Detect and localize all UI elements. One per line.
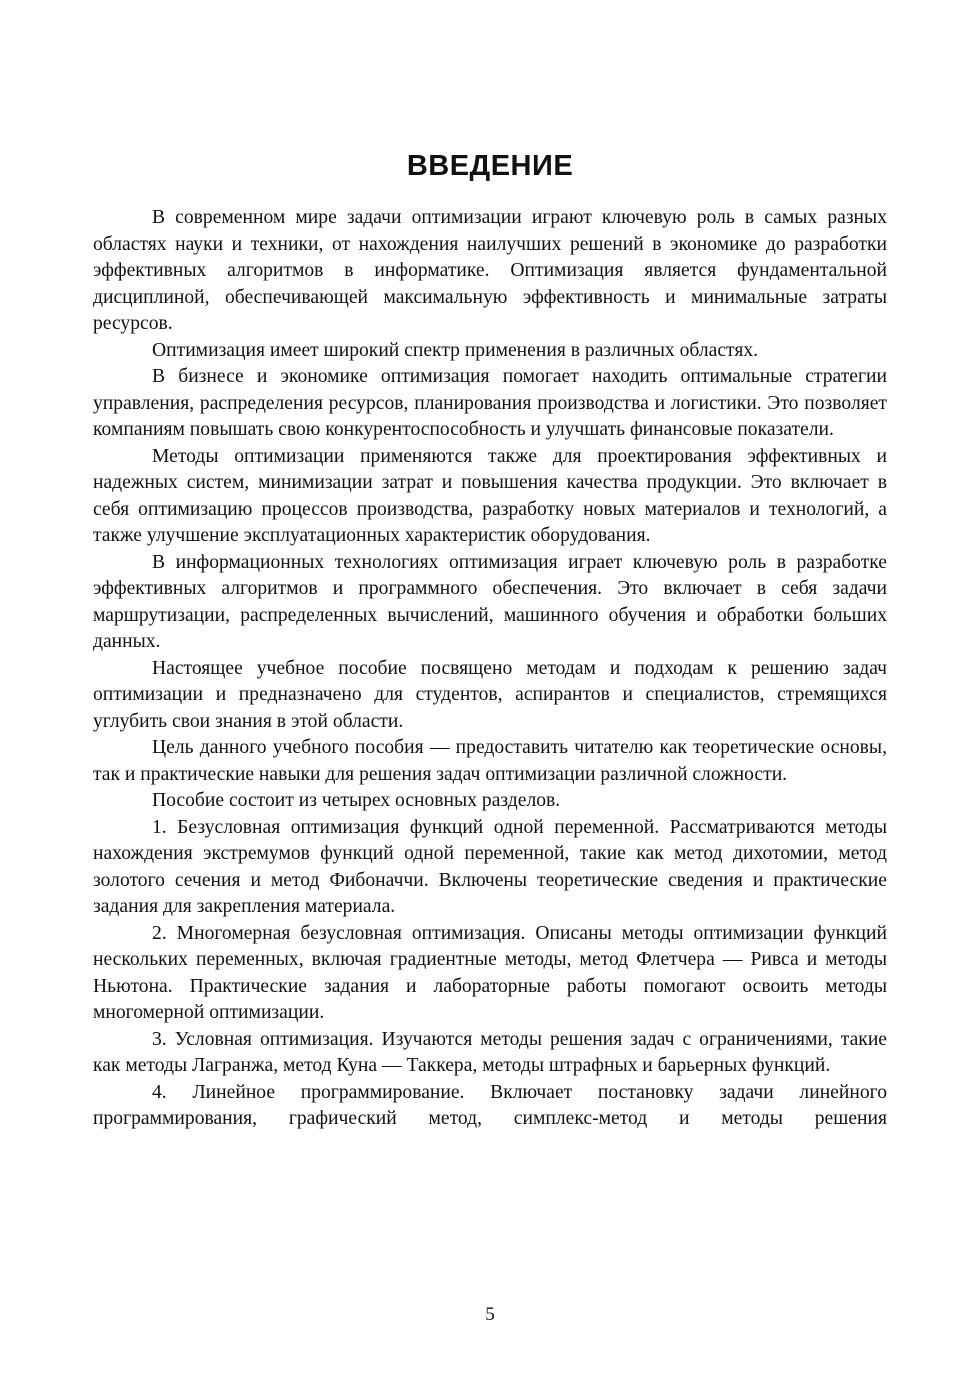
paragraph: 1. Безусловная оптимизация функций одной переменной. Рассматриваются методы нахождения экстремумов функций одной переменной, такие как метод дихотомии, метод золотого сечения и метод Фибоначчи. Включены теоретические сведения и практические задания для закрепления материала. [93,816,887,917]
paragraph: В современном мире задачи оптимизации играют ключевую роль в самых разных областях науки и техники, от нахождения наилучших решений в экономике до разработки эффективных алгоритмов в информатике. Оптимизация является фундаментальной дисциплиной, обеспечивающей максимальную эффективность и минимальные затраты ресурсов. [93,207,887,334]
paragraph: В бизнесе и экономике оптимизация помогает находить оптимальные стратегии управления, распределения ресурсов, планирования производства и логистики. Это позволяет компаниям повышать свою конкурентоспособность и улучшать финансовые показатели. [93,366,887,440]
paragraph: В информационных технологиях оптимизация играет ключевую роль в разработке эффективных алгоритмов и программного обеспечения. Это включает в себя задачи маршрутизации, распределенных вычислений, машинного обучения и обработки больших данных. [93,551,887,652]
page-title: ВВЕДЕНИЕ [406,150,574,182]
paragraph: 2. Многомерная безусловная оптимизация. Описаны методы оптимизации функций нескольких переменных, включая градиентные методы, метод Флетчера — Ривса и методы Ньютона. Практические задания и лабораторные работы помогают освоить методы многомерной оптимизации. [93,922,887,1023]
page-number: 5 [485,1304,495,1325]
paragraph: Оптимизация имеет широкий спектр применения в различных областях. [152,339,759,361]
paragraph: 4. Линейное программирование. Включает постановку задачи линейного программирования, графический метод, симплекс-метод и методы решения [93,1081,887,1129]
paragraph: Цель данного учебного пособия — предоставить читателю как теоретические основы, так и практические навыки для решения задач оптимизации различной сложности. [93,737,887,785]
paragraph: Настоящее учебное пособие посвящено методам и подходам к решению задач оптимизации и предназначено для студентов, аспирантов и специалистов, стремящихся углубить свои знания в этой области. [93,657,887,732]
paragraph: Пособие состоит из четырех основных разделов. [152,790,561,811]
paragraph: Методы оптимизации применяются также для проектирования эффективных и надежных систем, минимизации затрат и повышения качества продукции. Это включает в себя оптимизацию процессов производства, разработку новых материалов и технологий, а также улучшение эксплуатационных характеристик оборудования. [93,445,887,546]
body-text [93,205,887,1133]
paragraph: 3. Условная оптимизация. Изучаются методы решения задач с ограничениями, такие как методы Лагранжа, метод Куна — Таккера, методы штрафных и барьерных функций. [93,1028,887,1076]
